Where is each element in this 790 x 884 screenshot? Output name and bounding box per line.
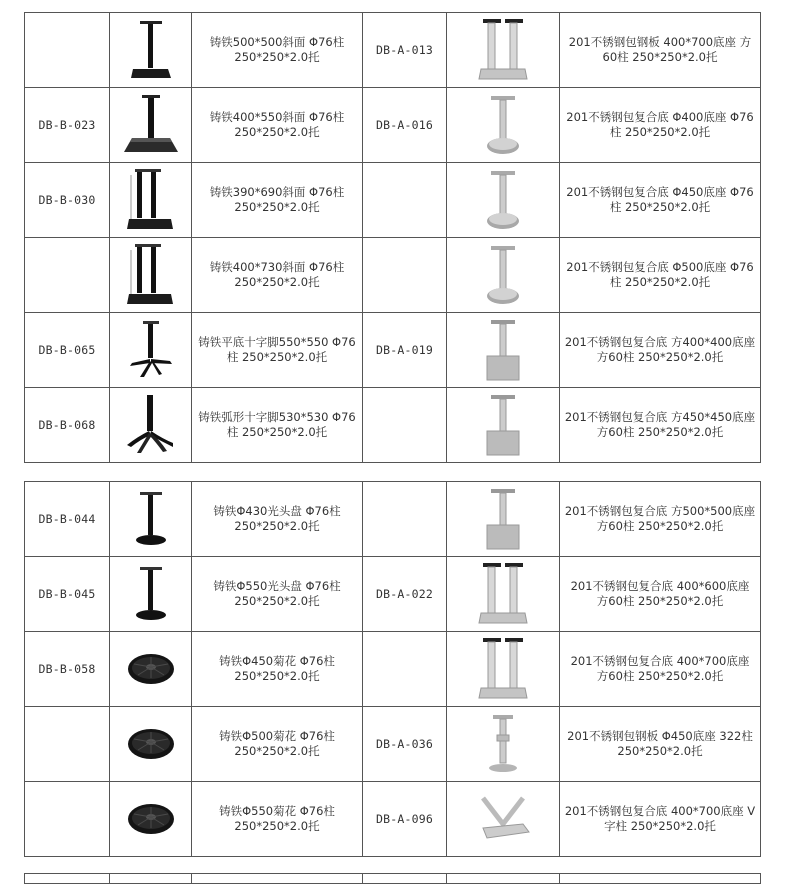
right-product-code: DB-A-036 [363, 707, 447, 782]
table-row [25, 782, 761, 857]
right-product-description: 201不锈钢包复合底 400*700底座 方60柱 250*250*2.0托 [560, 632, 761, 707]
right-product-image [447, 13, 560, 88]
left-product-image [110, 88, 192, 163]
table-row [25, 13, 761, 88]
right-product-image [447, 482, 560, 557]
left-product-code [25, 13, 110, 88]
daisy-cast-iron-disc-icon [110, 651, 191, 687]
right-product-code [363, 388, 447, 463]
right-product-image [447, 782, 560, 857]
left-product-code: DB-B-030 [25, 163, 110, 238]
table-row [25, 163, 761, 238]
table-row [25, 313, 761, 388]
right-product-code: DB-A-016 [363, 88, 447, 163]
right-product-description: 201不锈钢包复合底 Φ450底座 Φ76柱 250*250*2.0托 [560, 163, 761, 238]
right-product-image [447, 163, 560, 238]
right-product-image [447, 88, 560, 163]
round-black-base-icon [110, 565, 191, 623]
left-product-image [110, 782, 192, 857]
left-product-image [110, 13, 192, 88]
right-product-description: 201不锈钢包复合底 方500*500底座 方60柱 250*250*2.0托 [560, 482, 761, 557]
left-product-description: 铸铁Φ430光头盘 Φ76柱 250*250*2.0托 [192, 482, 363, 557]
left-product-image [110, 163, 192, 238]
left-product-image [110, 238, 192, 313]
table-row [25, 388, 761, 463]
round-disc-base-icon [447, 94, 559, 156]
left-product-description: 铸铁400*550斜面 Φ76柱 250*250*2.0托 [192, 88, 363, 163]
left-product-image [110, 557, 192, 632]
cross-foot-base-icon [110, 319, 191, 381]
right-product-description: 201不锈钢包复合底 方450*450底座 方60柱 250*250*2.0托 [560, 388, 761, 463]
right-product-code [363, 482, 447, 557]
square-plate-steel-base-icon [447, 487, 559, 551]
square-plate-steel-base-icon [447, 318, 559, 382]
right-product-description: 201不锈钢包钢板 400*700底座 方60柱 250*250*2.0托 [560, 13, 761, 88]
right-product-description: 201不锈钢包复合底 Φ400底座 Φ76柱 250*250*2.0托 [560, 88, 761, 163]
left-product-description: 铸铁Φ500菊花 Φ76柱 250*250*2.0托 [192, 707, 363, 782]
square-plate-steel-base-icon [447, 393, 559, 457]
round-disc-base-icon [447, 169, 559, 231]
daisy-cast-iron-disc-icon [110, 726, 191, 762]
table-row [25, 707, 761, 782]
curved-cross-foot-base-icon [110, 393, 191, 457]
right-product-image [447, 313, 560, 388]
table-row [25, 482, 761, 557]
right-product-description: 201不锈钢包钢板 Φ450底座 322柱 250*250*2.0托 [560, 707, 761, 782]
left-product-description: 铸铁Φ550光头盘 Φ76柱 250*250*2.0托 [192, 557, 363, 632]
right-product-description: 201不锈钢包复合底 方400*400底座 方60柱 250*250*2.0托 [560, 313, 761, 388]
left-product-code: DB-B-068 [25, 388, 110, 463]
right-product-image [447, 707, 560, 782]
left-product-code: DB-B-023 [25, 88, 110, 163]
right-product-code: DB-A-096 [363, 782, 447, 857]
product-table-3-top-edge [24, 873, 761, 884]
right-product-image [447, 388, 560, 463]
double-column-black-base-icon [110, 242, 191, 308]
product-table-1 [24, 12, 761, 463]
left-product-code [25, 707, 110, 782]
table-row [25, 88, 761, 163]
right-product-code: DB-A-022 [363, 557, 447, 632]
adjustable-column-round-base-icon [447, 713, 559, 775]
double-column-steel-base-icon [447, 17, 559, 83]
left-product-description: 铸铁平底十字脚550*550 Φ76柱 250*250*2.0托 [192, 313, 363, 388]
trapezoid-base-single-column-icon [110, 94, 191, 156]
daisy-cast-iron-disc-icon [110, 801, 191, 837]
left-product-description: 铸铁400*730斜面 Φ76柱 250*250*2.0托 [192, 238, 363, 313]
right-product-image [447, 632, 560, 707]
left-product-code: DB-B-044 [25, 482, 110, 557]
left-product-code [25, 238, 110, 313]
left-product-code [25, 782, 110, 857]
right-product-code [363, 163, 447, 238]
left-product-code: DB-B-065 [25, 313, 110, 388]
v-shaped-column-steel-base-icon [447, 794, 559, 844]
right-product-code: DB-A-013 [363, 13, 447, 88]
left-product-code: DB-B-045 [25, 557, 110, 632]
left-product-description: 铸铁Φ550菊花 Φ76柱 250*250*2.0托 [192, 782, 363, 857]
double-column-black-base-icon [110, 167, 191, 233]
left-product-image [110, 388, 192, 463]
square-base-single-column-icon [110, 19, 191, 81]
round-disc-base-icon [447, 244, 559, 306]
left-product-description: 铸铁500*500斜面 Φ76柱 250*250*2.0托 [192, 13, 363, 88]
round-black-base-icon [110, 490, 191, 548]
left-product-image [110, 313, 192, 388]
right-product-image [447, 557, 560, 632]
left-product-image [110, 707, 192, 782]
right-product-code [363, 238, 447, 313]
left-product-description: 铸铁弧形十字脚530*530 Φ76柱 250*250*2.0托 [192, 388, 363, 463]
table-row [25, 557, 761, 632]
double-column-steel-base-icon [447, 636, 559, 702]
right-product-code [363, 632, 447, 707]
right-product-description: 201不锈钢包复合底 Φ500底座 Φ76柱 250*250*2.0托 [560, 238, 761, 313]
right-product-description: 201不锈钢包复合底 400*600底座 方60柱 250*250*2.0托 [560, 557, 761, 632]
double-column-steel-base-icon [447, 561, 559, 627]
left-product-image [110, 482, 192, 557]
left-product-code: DB-B-058 [25, 632, 110, 707]
table-row [25, 632, 761, 707]
left-product-image [110, 632, 192, 707]
table-row [25, 238, 761, 313]
product-table-2 [24, 481, 761, 857]
left-product-description: 铸铁Φ450菊花 Φ76柱 250*250*2.0托 [192, 632, 363, 707]
right-product-description: 201不锈钢包复合底 400*700底座 V字柱 250*250*2.0托 [560, 782, 761, 857]
right-product-image [447, 238, 560, 313]
left-product-description: 铸铁390*690斜面 Φ76柱 250*250*2.0托 [192, 163, 363, 238]
right-product-code: DB-A-019 [363, 313, 447, 388]
